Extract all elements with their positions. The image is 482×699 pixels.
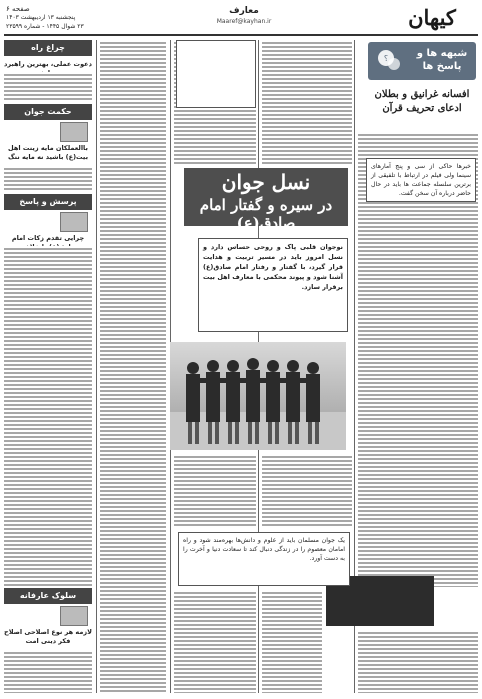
question-icon	[60, 212, 88, 232]
section-title-soluk: لازمه هر نوع اصلاحی اصلاح فکر دینی امت	[4, 628, 92, 645]
section-email: Maaref@kayhan.ir	[216, 18, 272, 25]
secondary-quote	[178, 532, 350, 586]
section-title: معارف	[229, 6, 259, 16]
section-heading-soluk: سلوک عارفانه	[4, 588, 92, 604]
text-block	[4, 166, 92, 190]
article-text-center-right-2	[262, 454, 352, 528]
summary-box	[366, 158, 476, 202]
newspaper-logo: کیهان	[408, 5, 456, 30]
issue-line: ۲۳ شوال ۱۴۴۵ - شماره ۲۳۵۹۹	[6, 23, 84, 30]
article-text-right-bottom	[358, 630, 478, 693]
group-photo-icon	[170, 342, 346, 450]
text-block	[4, 650, 92, 693]
svg-text:؟: ؟	[383, 54, 389, 63]
qa-banner-title: شبهه ها و پاسخ ها	[416, 48, 468, 72]
masthead	[4, 4, 478, 36]
summary-box-text: خبرها حاکی از سی و پنج آمارهای سینما ولی فیلم در ارتباط با تلفیقی از برترین سلسله جماعت ها باید در حال حاضر درباره آن سخن گفت.	[371, 163, 471, 197]
date-line: پنجشنبه ۱۳ اردیبهشت ۱۴۰۳	[6, 14, 76, 21]
section-heading-porsesh: پرسش و پاسخ	[4, 194, 92, 210]
article-text-center-right-3	[262, 590, 322, 693]
speech-bubbles-icon	[374, 46, 404, 76]
pull-quote-text: نوجوان قلبی پاک و روحی حساس دارد و نسل امروز باید در مسیر تربیت و هدایت قرار گیرد، با گفتار و رفتار امام صادق(ع) آشنا شود و پیوند محکمی با معارف اهل بیت برقرار سازد.	[203, 243, 343, 291]
section-heading-chergh: چراغ راه	[4, 40, 92, 56]
section-title-porsesh: چرایی تقدم زکات امام	[11, 234, 85, 242]
section-title-hekmat: باالعملکان مایه زینت اهل بیت(ع) باشید نه مایه ننگ	[7, 144, 89, 161]
feature-banner-subtitle: در سیره و گفتار امام صادق(ع)	[199, 196, 333, 232]
pen-icon	[60, 122, 88, 142]
section-heading-hekmat: حکمت جوان	[4, 104, 92, 120]
feature-banner-title: نسل جوان	[221, 170, 311, 194]
pull-quote	[198, 238, 348, 332]
feature-photo	[170, 342, 346, 450]
column-rule	[96, 40, 97, 693]
article-text-second-left	[100, 40, 166, 693]
center-note-box	[176, 40, 256, 108]
text-block	[4, 72, 92, 100]
pen-icon	[60, 606, 88, 626]
article-text-center-3	[174, 590, 256, 693]
article-text-center-2	[174, 454, 256, 528]
article-text-center-right	[262, 40, 352, 164]
article-headline: افسانه غرانیق و بطلان ادعای تحریف قرآن	[374, 89, 470, 114]
section-title-chergh: دعوت عملی، بهترین راهبرد	[4, 60, 92, 68]
text-block	[4, 246, 92, 586]
secondary-quote-text: یک جوان مسلمان باید از علوم و دانش‌ها بهره‌مند شود و راه امامان معصوم را در زندگی دنبال کند تا سعادت دنیا و آخرت را به دست آورد.	[183, 537, 345, 562]
page-number: صفحه ۶	[6, 5, 30, 13]
